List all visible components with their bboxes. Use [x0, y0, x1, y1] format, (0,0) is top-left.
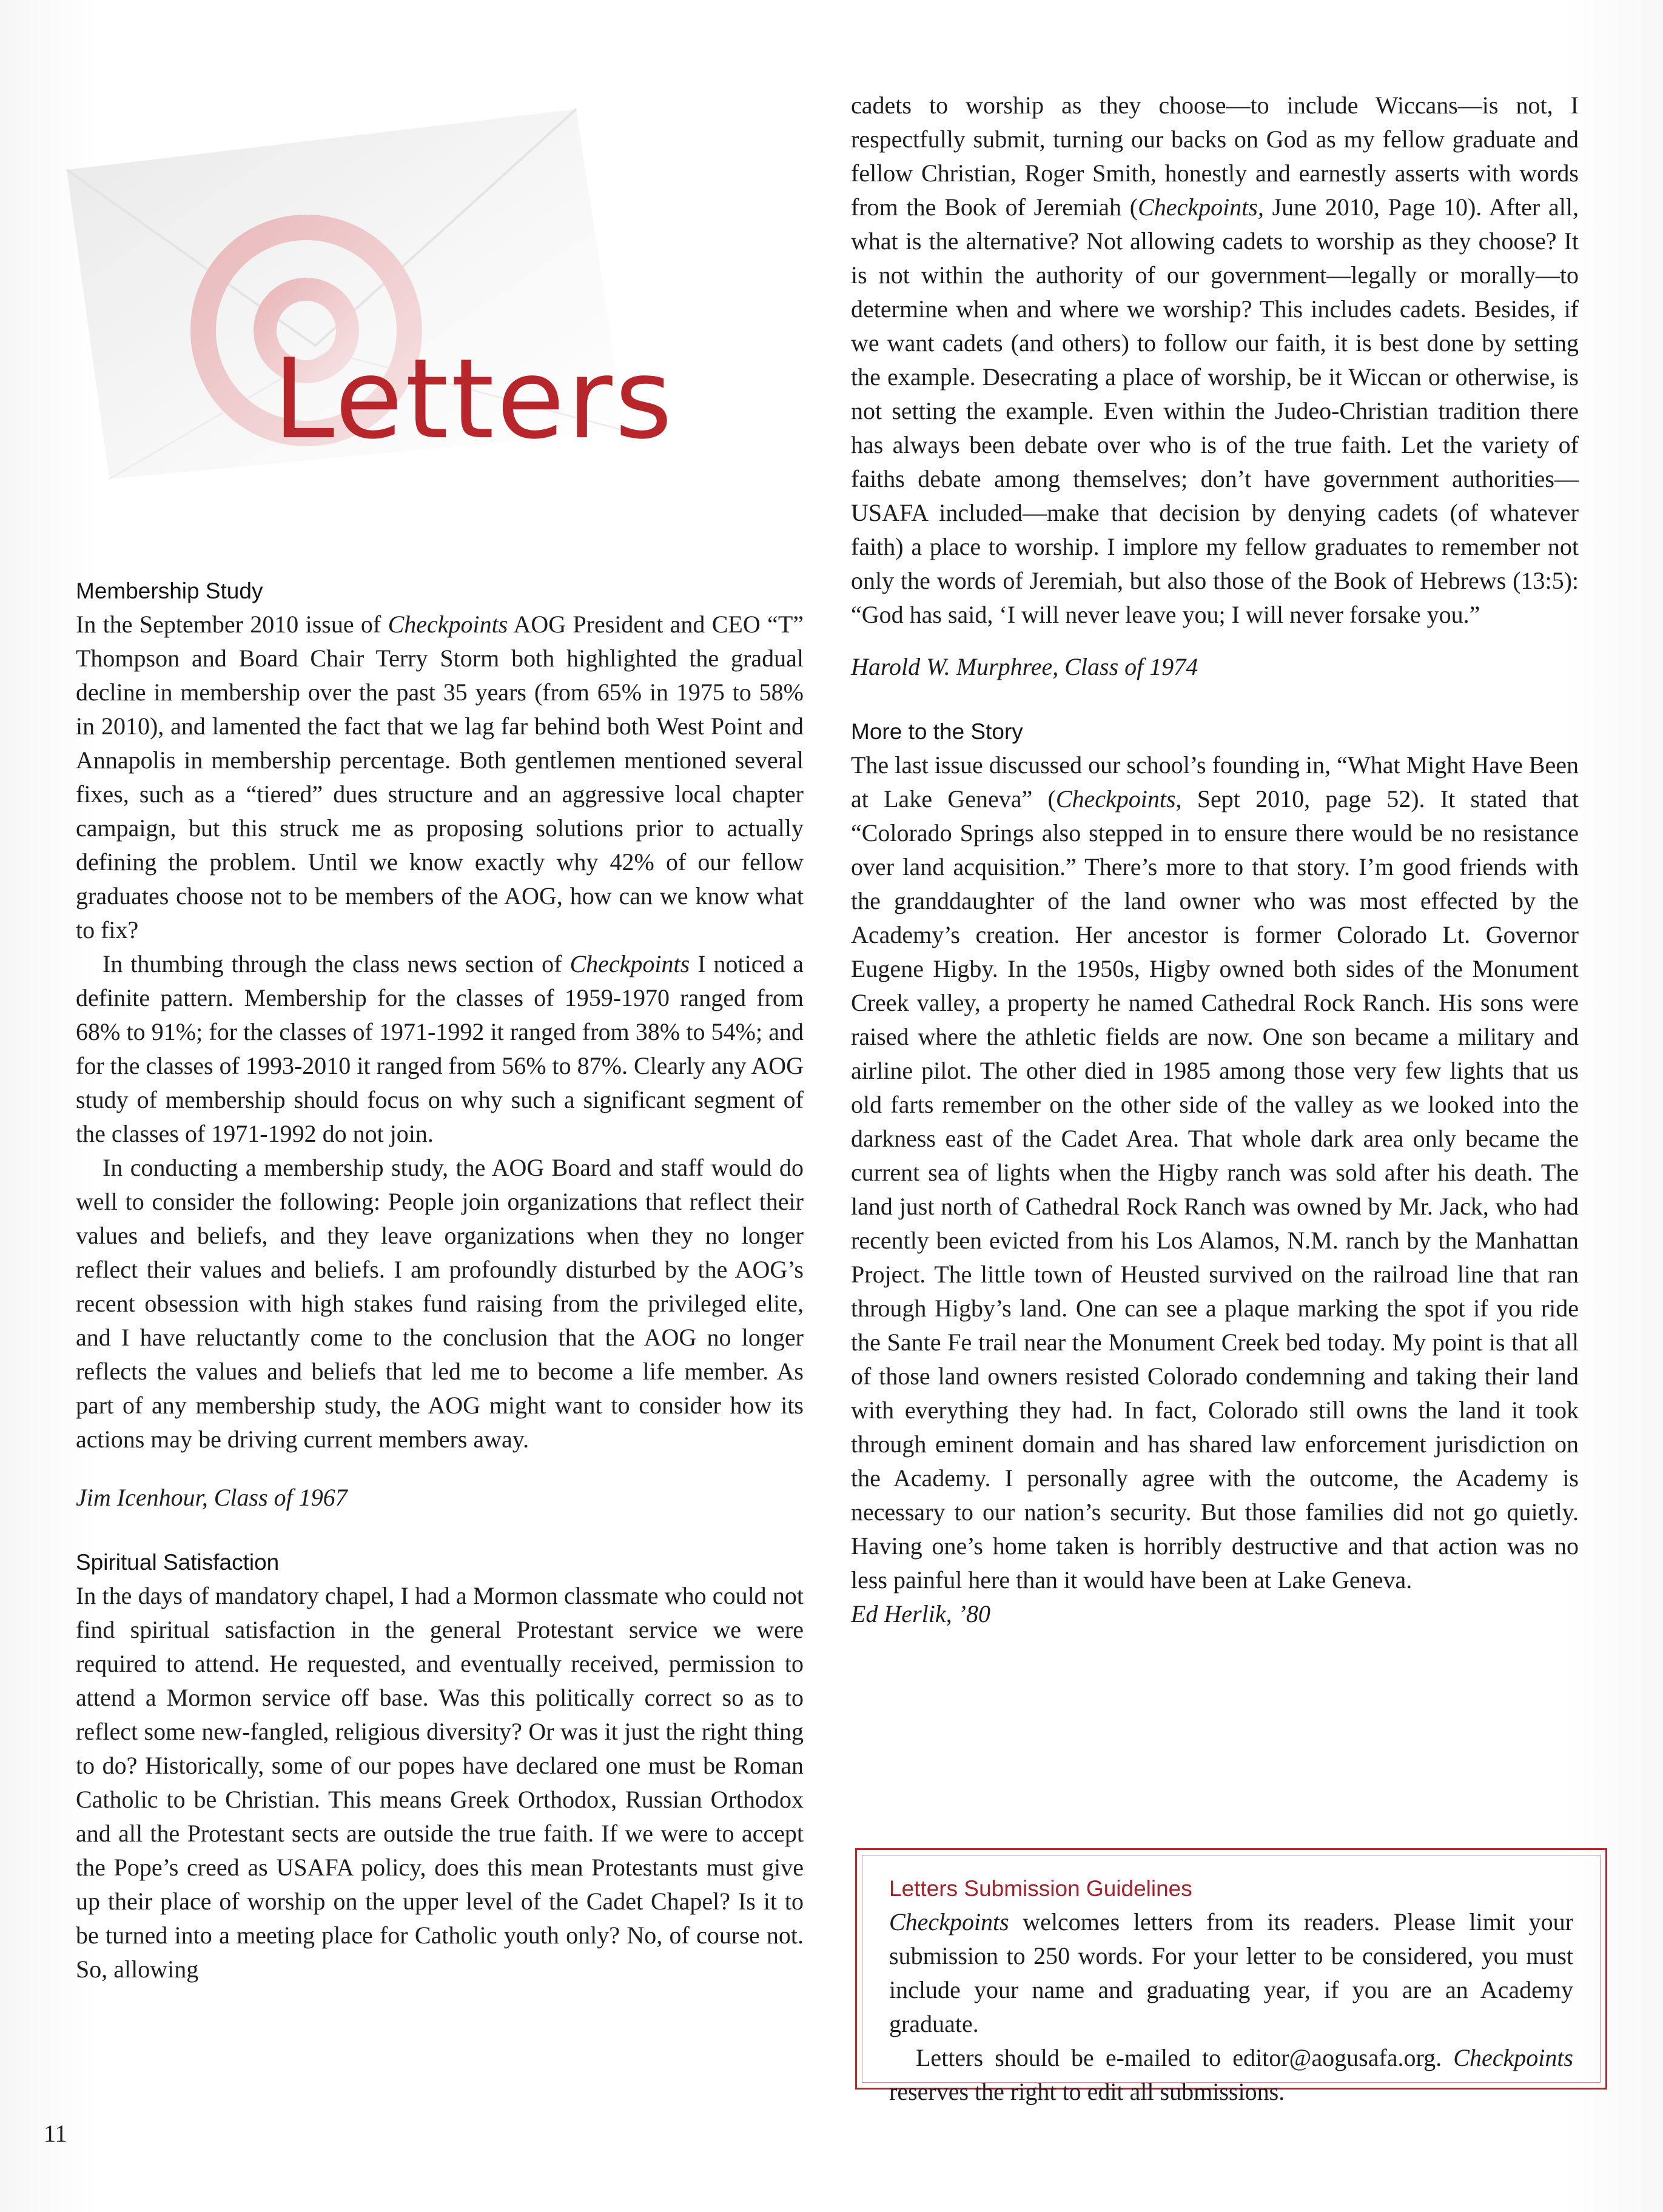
story-heading: More to the Story [851, 719, 1023, 744]
guidelines-paragraph-1: Checkpoints welcomes letters from its readers. Please limit your submission to 250 words. For your letter to be considered, you must include your name and graduating year, if you are an Academy graduate. [889, 1908, 1573, 2037]
spiritual-continuation: cadets to worship as they choose—to include Wiccans—is not, I respectfully submit, turning our backs on God as my fellow graduate and fellow Christian, Roger Smith, honestly and earnestly asserts with words from the Book of Jeremiah (Checkpoints, June 2010, Page 10). After all, what is the alternative? Not allowing cadets to worship as they choose? It is not within the authority of our government—legally or morally—to determine when and where we worship? This includes cadets. Besides, if we want cadets (and others) to follow our faith, it is best done by setting the example. Desecrating a place of worship, be it Wiccan or otherwise, is not setting the example. Even within the Judeo-Christian tradition there has always been debate over who is of the true faith. Let the variety of faiths debate among themselves; don’t have government authorities—USAFA included—make that decision by denying cadets (of whatever faith) a place to worship. I implore my fellow graduates to remember not only the words of Jeremiah, but also those of the Book of Hebrews (13:5): “God has said, ‘I will never leave you; I will never forsake you.” [851, 92, 1579, 628]
spiritual-heading: Spiritual Satisfaction [76, 1550, 280, 1575]
guidelines-heading: Letters Submission Guidelines [889, 1876, 1192, 1901]
submission-guidelines-box [855, 1848, 1607, 2105]
guidelines-paragraph-2: Letters should be e-mailed to editor@aogusafa.org. Checkpoints reserves the right to edit all submissions. [889, 2044, 1573, 2105]
membership-paragraph-2: In thumbing through the class news section of Checkpoints I noticed a definite pattern. Membership for the classes of 1959-1970 ranged from 68% to 91%; for the classes of 1971-1992 it ranged from 38% to 54%; and for the classes of 1993-2010 it ranged from 56% to 87%. Clearly any AOG study of membership should focus on why such a significant segment of the classes of 1971-1992 do not join. [76, 950, 804, 1147]
right-column [851, 0, 1579, 1631]
submission-guidelines-inner [862, 1855, 1601, 2105]
story-paragraph-1: The last issue discussed our school’s founding in, “What Might Have Been at Lake Geneva” (Checkpoints, Sept 2010, page 52). It stated that “Colorado Springs also stepped in to ensure there would be no resistance over land acquisition.” There’s more to that story. I’m good friends with the granddaughter of the land owner who was most effected by the Academy’s creation. Her ancestor is former Colorado Lt. Governor Eugene Higby. In the 1950s, Higby owned both sides of the Monument Creek valley, a property he named Cathedral Rock Ranch. His sons were raised where the athletic fields are now. One son became a military and airline pilot. The other died in 1985 among those very few lights that us old farts remember on the other side of the valley as we looked into the darkness east of the Cadet Area. That whole dark area only became the current sea of lights when the Higby ranch was sold after his death. The land just north of Cathedral Rock Ranch was owned by Mr. Jack, who had recently been evicted from his Los Alamos, N.M. ranch by the Manhattan Project. The little town of Heusted survived on the railroad line that ran through Higby’s land. One can see a plaque marking the spot if you ride the Sante Fe trail near the Monument Creek bed today. My point is that all of those land owners resisted Colorado condemning and taking their land with everything they had. In fact, Colorado still owns the land it took through eminent domain and has shared law enforcement jurisdiction on the Academy. I personally agree with the outcome, the Academy is necessary to our nation’s security. But those families did not go quietly. Having one’s home taken is horribly destructive and that action was no less painful here than it would have been at Lake Geneva. [851, 751, 1579, 1594]
story-signature: Ed Herlik, ’80 [851, 1600, 990, 1627]
spiritual-paragraph-1: In the days of mandatory chapel, I had a Mormon classmate who could not find spiritual satisfaction in the general Protestant service we were required to attend. He requested, and eventually received, permission to attend a Mormon service off base. Was this politically correct so as to reflect some new-fangled, religious diversity? Or was it just the right thing to do? Historically, some of our popes have declared one must be Roman Catholic to be Christian. This means Greek Orthodox, Russian Orthodox and all the Protestant sects are outside the true faith. If we were to accept the Pope’s creed as USAFA policy, does this mean Protestants must give up their place of worship on the upper level of the Cadet Chapel? Is it to be turned into a meeting place for Catholic youth only? No, of course not. So, allowing [76, 1582, 804, 1983]
page-number: 11 [44, 2120, 67, 2147]
left-column [76, 0, 804, 1986]
membership-signature: Jim Icenhour, Class of 1967 [76, 1484, 348, 1511]
section-title: Letters [273, 335, 675, 463]
spiritual-signature: Harold W. Murphree, Class of 1974 [851, 653, 1198, 680]
membership-paragraph-1: In the September 2010 issue of Checkpoints AOG President and CEO “T” Thompson and Board Chair Terry Storm both highlighted the gradual decline in membership over the past 35 years (from 65% in 1975 to 58% in 2010), and lamented the fact that we lag far behind both West Point and Annapolis in membership percentage. Both gentlemen mentioned several fixes, such as a “tiered” dues structure and an aggressive local chapter campaign, but this struck me as proposing solutions prior to actually defining the problem. Until we know exactly why 42% of our fellow graduates choose not to be members of the AOG, how can we know what to fix? [76, 611, 804, 943]
membership-heading: Membership Study [76, 578, 263, 603]
membership-paragraph-3: In conducting a membership study, the AOG Board and staff would do well to consider the following: People join organizations that reflect their values and beliefs, and they leave organizations when they no longer reflect their values and beliefs. I am profoundly disturbed by the AOG’s recent obsession with high stakes fund raising from the privileged elite, and I have reluctantly come to the conclusion that the AOG no longer reflects the values and beliefs that led me to become a life member. As part of any membership study, the AOG might want to consider how its actions may be driving current members away. [76, 1154, 804, 1453]
